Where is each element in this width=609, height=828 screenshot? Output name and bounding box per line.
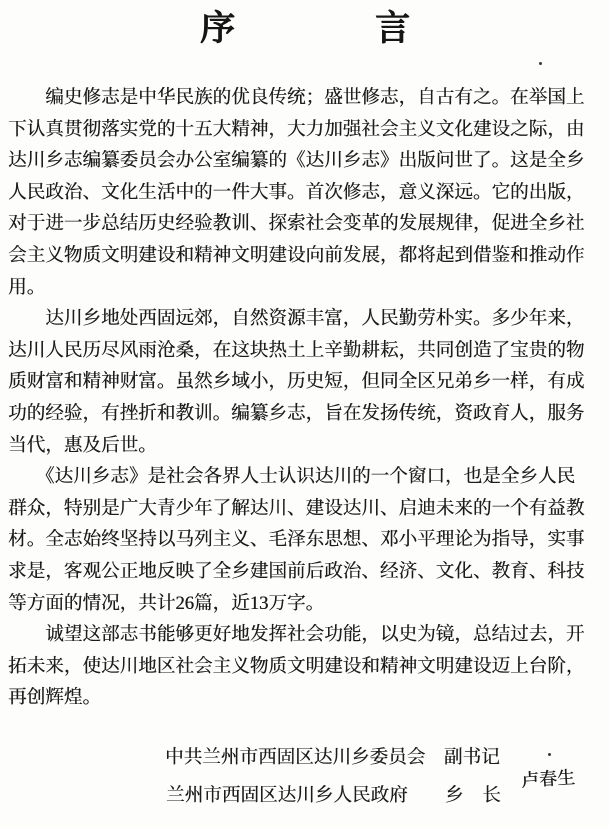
scan-speck bbox=[539, 62, 542, 65]
text-line: 拓未来，使达川地区社会主义物质文明建设和精神文明建设迈上台阶， bbox=[8, 655, 585, 677]
text-line: 《达川乡志》是社会各界人士认识达川的一个窗口，也是全乡人民 bbox=[8, 466, 576, 488]
signature-line-government: 兰州市西固区达川乡人民政府 乡 长 bbox=[166, 785, 501, 806]
signer-name: 卢春生 bbox=[520, 767, 576, 791]
text-line: 用。 bbox=[8, 276, 46, 298]
text-line: 质财富和精神财富。虽然乡域小，历史短，但同全区兄弟乡一样，有成 bbox=[8, 371, 585, 393]
text-line: 材。全志始终坚持以马列主义、毛泽东思想、邓小平理论为指导，实事 bbox=[8, 529, 585, 551]
text-line: 等方面的情况，共计26篇，近13万字。 bbox=[8, 592, 325, 614]
text-line: 群众，特别是广大青少年了解达川、建设达川、启迪未来的一个有益教 bbox=[8, 497, 585, 519]
preface-body bbox=[8, 82, 600, 714]
paragraph-1 bbox=[8, 82, 600, 303]
text-line: 编史修志是中华民族的优良传统；盛世修志，自古有之。在举国上 bbox=[8, 87, 585, 108]
text-line: 对于进一步总结历史经验教训、探索社会变革的发展规律，促进全乡社 bbox=[8, 213, 585, 235]
text-line: 达川人民历尽风雨沧桑，在这块热土上辛勤耕耘，共同创造了宝贵的物 bbox=[8, 339, 585, 361]
paragraph-3 bbox=[8, 461, 600, 619]
text-line: 功的经验，有挫折和教训。编纂乡志，旨在发扬传统，资政育人，服务 bbox=[8, 402, 585, 424]
text-line: 达川乡志编纂委员会办公室编纂的《达川乡志》出版问世了。这是全乡 bbox=[8, 150, 585, 172]
text-line: 求是，客观公正地反映了全乡建国前后政治、经济、文化、教育、科技 bbox=[8, 560, 585, 582]
paragraph-2 bbox=[8, 303, 600, 461]
text-line: 下认真贯彻落实党的十五大精神，大力加强社会主义文化建设之际，由 bbox=[8, 118, 585, 140]
text-line: 会主义物质文明建设和精神文明建设向前发展，都将起到借鉴和推动作 bbox=[8, 244, 585, 266]
text-line: 再创辉煌。 bbox=[8, 687, 101, 709]
page-title: 序 言 bbox=[200, 9, 411, 48]
scan-speck bbox=[548, 753, 551, 756]
text-line: 人民政治、文化生活中的一件大事。首次修志，意义深远。它的出版， bbox=[8, 181, 585, 203]
text-line: 诚望这部志书能够更好地发挥社会功能，以史为镜，总结过去，开 bbox=[8, 624, 585, 646]
signature-line-committee: 中共兰州市西固区达川乡委员会 副书记 bbox=[165, 747, 500, 768]
paragraph-4 bbox=[8, 619, 600, 714]
text-line: 当代，惠及后世。 bbox=[8, 434, 157, 456]
text-line: 达川乡地处西固远郊，自然资源丰富，人民勤劳朴实。多少年来， bbox=[8, 308, 585, 330]
